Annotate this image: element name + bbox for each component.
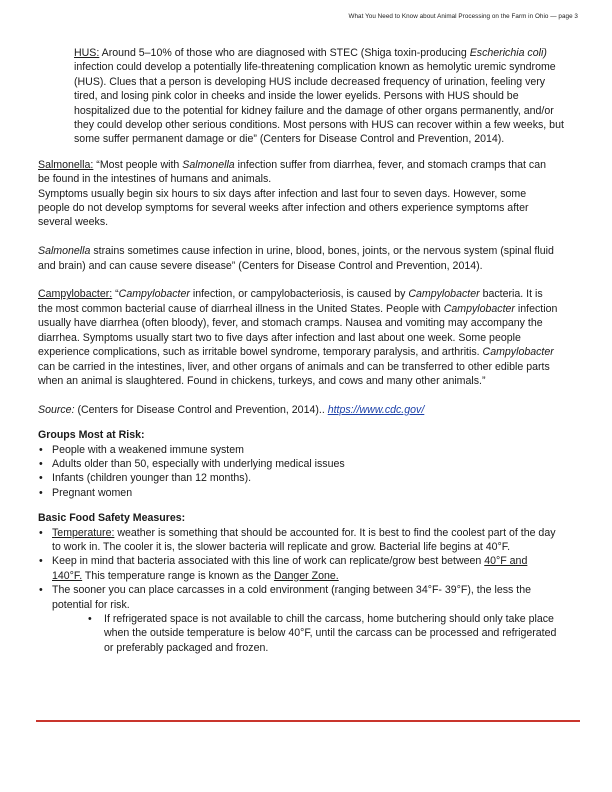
salmonella-symptoms: Symptoms usually begin six hours to six days after infection and last four to seven days. However, some people do not develop symptoms for several weeks after infection and others experience symptoms after several weeks. <box>38 187 529 229</box>
page-header: What You Need to Know about Animal Processing on the Farm in Ohio — page 3 <box>348 13 578 20</box>
salmonella-italic-2: Salmonella <box>38 245 91 258</box>
campy-italic-2: Campylobacter <box>408 288 480 301</box>
campylobacter-label: Campylobacter: <box>38 288 113 301</box>
campy-text-5: can be carried in the intestines, liver, and other organs of animals and can be transferred to other edible parts when an animal is slaughtered. Found in chickens, turkeys, and cows and many other animals.” <box>38 360 550 387</box>
hus-label: HUS: <box>74 47 100 59</box>
salmonella-text-2: infection suffer from diarrhea, fever, and stomach cramps that can be found in the intestines of humans and animals. <box>38 158 546 186</box>
list-item <box>38 554 558 583</box>
source-line <box>38 403 558 417</box>
campy-text-2: infection, or campylobacteriosis, is caused by <box>189 288 409 301</box>
safety-list <box>38 526 558 656</box>
list-item: • Infants (children younger than 12 months). <box>38 471 558 485</box>
source-text: (Centers for Disease Control and Prevention, 2014).. <box>74 403 328 416</box>
cold-text: The sooner you can place carcasses in a cold environment (ranging between 34°F- 39°F), the less the potential for risk. <box>52 584 531 611</box>
salmonella-strains-text: strains sometimes cause infection in urine, blood, bones, joints, or the nervous system (spinal fluid and brain) and can cause severe disease” (Centers for Disease Control and Prevention, 2014). <box>38 245 554 272</box>
campy-text-1: “ <box>112 288 119 301</box>
campy-italic-3: Campylobacter <box>443 302 515 315</box>
salmonella-paragraph <box>38 158 558 187</box>
salmonella-italic: Salmonella <box>182 158 235 171</box>
document-body <box>38 46 564 655</box>
danger-zone: Danger Zone. <box>273 569 339 582</box>
hus-paragraph <box>74 46 566 147</box>
hus-text-2: infection could develop a potentially life-threatening complication known as hemolytic uremic syndrome (HUS). Clues that a person is developing HUS include decreased frequency of urination, feeling very tired, and losing pink color in cheeks and inside the lower eyelids. Persons with HUS should be hospitalized due to the potential for kidney failure and the damage of other organs permanently, and/or they could develop other serious conditions. Most persons with HUS can recover within a few weeks, but some suffer permanent damage or die” (Centers for Disease Control and Prevention, 2014). <box>74 61 564 146</box>
hus-text: Around 5–10% of those who are diagnosed with STEC (Shiga toxin-producing <box>99 47 470 59</box>
campy-text-4: infection usually have diarrhea (often bloody), fever, and stomach cramps. Nausea and vomiting may accompany the diarrhea. Symptoms usually start two to five days after infection and last about one week. Some people experience complications, such as irritable bowel syndrome, temporary paralysis, and arthritis. <box>38 302 558 359</box>
list-item: • If refrigerated space is not available to chill the carcass, home butchering should only take place when the outside temperature is below 40°F, until the carcass can be processed and refrigerated or preferably packaged and frozen. <box>88 612 558 655</box>
risk-heading: Groups Most at Risk: <box>38 429 145 442</box>
campy-italic-1: Campylobacter <box>118 288 190 301</box>
list-item: • Pregnant women <box>38 486 558 500</box>
temperature-text: weather is something that should be accounted for. It is best to find the coolest part of the day to work in. The cooler it is, the slower bacteria will replicate and grow. Bacterial life begins at 40°F. <box>52 526 556 553</box>
risk-list <box>38 443 558 501</box>
list-item: • Adults older than 50, especially with underlying medical issues <box>38 457 558 471</box>
campy-text-3: bacteria. It is the most common bacterial cause of diarrheal illness in the United States. People with <box>38 288 543 315</box>
ecoli-italic: Escherichia coli) <box>469 47 547 59</box>
cdc-link[interactable]: https://www.cdc.gov/ <box>327 403 425 416</box>
campylobacter-paragraph <box>38 287 558 388</box>
list-item <box>38 583 558 655</box>
campy-italic-4: Campylobacter <box>482 346 554 359</box>
salmonella-label: Salmonella: <box>38 158 94 171</box>
sub-list <box>88 612 558 655</box>
source-label: Source: <box>38 403 75 416</box>
temperature-label: Temperature: <box>52 526 115 539</box>
danger-text-2: This temperature range is known as the <box>82 569 274 582</box>
safety-heading: Basic Food Safety Measures: <box>38 512 186 525</box>
list-item: • People with a weakened immune system <box>38 443 558 457</box>
salmonella-strains <box>38 244 558 273</box>
salmonella-text: “Most people with <box>93 158 183 171</box>
list-item <box>38 526 558 555</box>
temp-range: 40°F and 140°F. <box>52 555 528 582</box>
footer-rule <box>36 720 580 722</box>
danger-text: Keep in mind that bacteria associated with this line of work can replicate/grow best between <box>52 555 485 568</box>
